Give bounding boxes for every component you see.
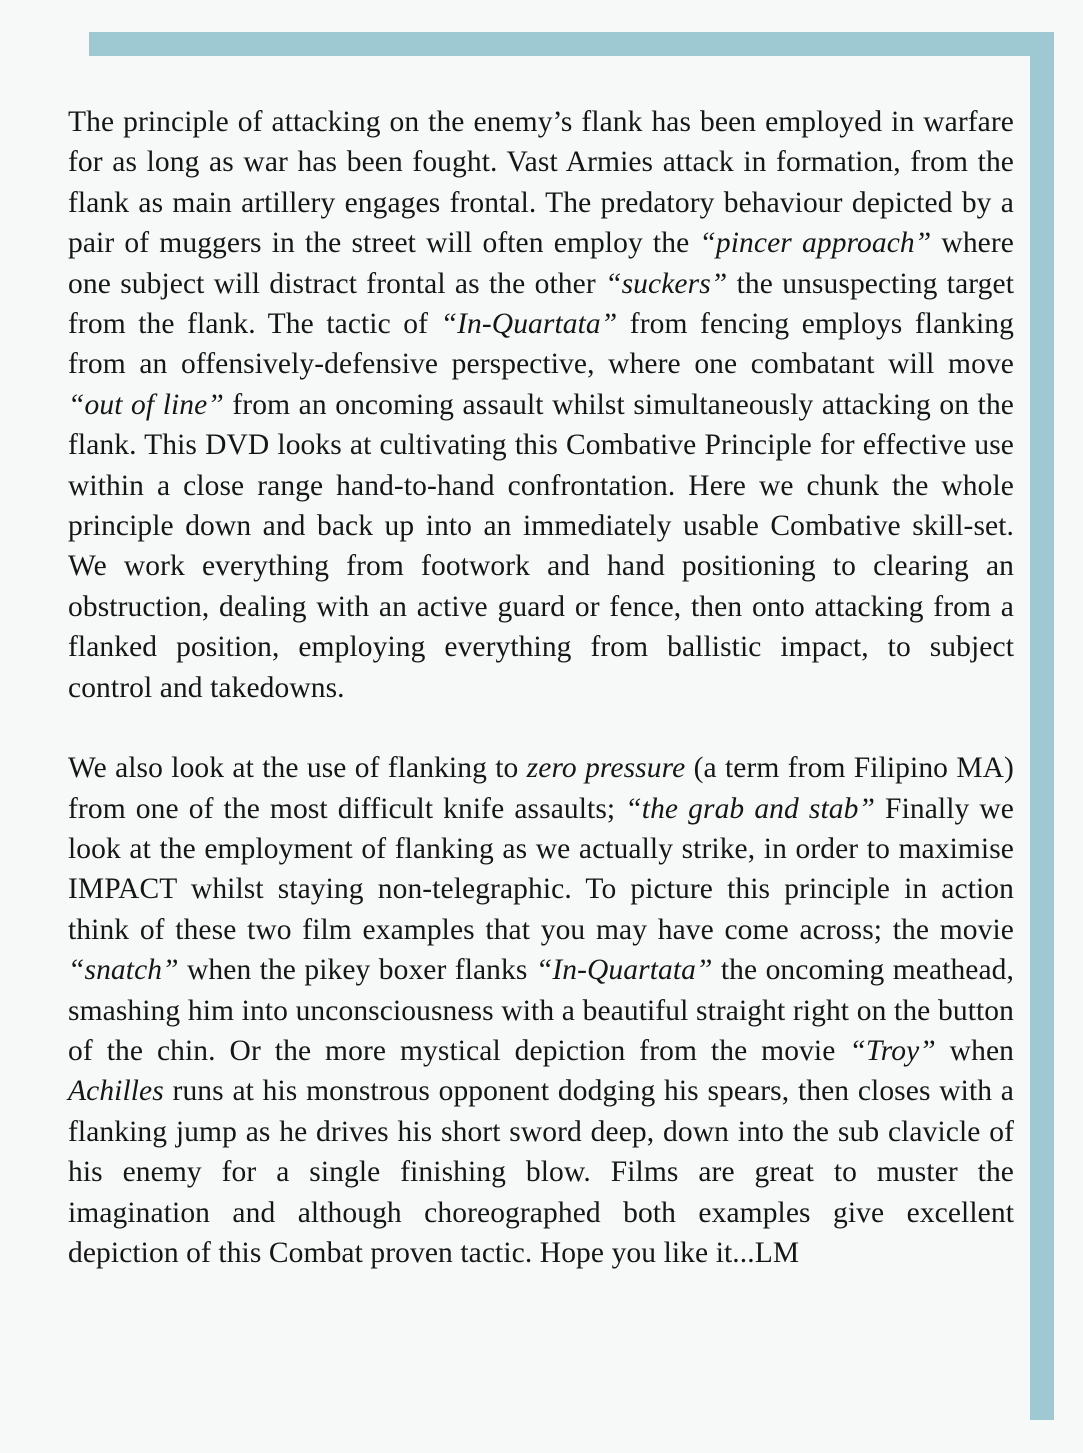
p2-snatch: “snatch” (68, 954, 179, 987)
p1-in-quartata: “In-Quartata” (440, 308, 618, 341)
paragraph-2 (68, 748, 1014, 1273)
paragraph-1 (68, 102, 1014, 708)
p2-text-4: when the pikey boxer flanks (178, 954, 536, 987)
p2-troy: “Troy” (849, 1034, 936, 1067)
p1-out-of-line: “out of line” (68, 388, 224, 421)
body-text (68, 102, 1014, 1273)
p1-text-1: The principle of attacking on the enemy’s flank has been employed in warfare for as long as war has been fought. Vast Armies attack in formation, from the flank as main artillery engages frontal. The predatory behaviour depicted by a pair of muggers in the street will often employ the (68, 106, 1014, 260)
frame-top-border (89, 32, 1054, 56)
p2-zero-pressure: zero pressure (526, 752, 686, 785)
p1-text-5: from an oncoming assault whilst simultaneously attacking on the flank. This DVD looks at cultivating this Combative Principle for effective use within a close range hand-to-hand confrontation. Here we chunk the whole principle down and back up into an immediately usable Combative skill-set. We work everything from footwork and hand positioning to clearing an obstruction, dealing with an active guard or fence, then onto attacking from a flanked position, employing everything from ballistic impact, to subject control and takedowns. (68, 388, 1014, 704)
p2-in-quartata: “In-Quartata” (535, 954, 713, 987)
p1-text-3: the unsuspecting target from the flank. The tactic of (68, 267, 1014, 341)
p1-pincer-approach: “pincer approach” (699, 227, 932, 260)
p2-text-2: (a term from Filipino MA) from one of the most difficult knife assaults; (68, 752, 1014, 825)
p1-suckers: “suckers” (605, 267, 728, 300)
p2-grab-and-stab: “the grab and stab” (625, 792, 876, 825)
p1-text-4: from fencing employs flanking from an offensively-defensive perspective, where one combatant will move (68, 308, 1014, 381)
p2-text-7: runs at his monstrous opponent dodging his spears, then closes with a flanking jump as he drives his short sword deep, down into the sub clavicle of his enemy for a single finishing blow. Films are great to muster the imagination and although choreographed both examples give excellent depiction of this Combat proven tactic. Hope you like it...LM (68, 1075, 1014, 1269)
frame-right-border (1030, 32, 1054, 1420)
p1-text-2: where one subject will distract frontal as the other (68, 227, 1014, 300)
p2-text-6: when (935, 1034, 1014, 1067)
p2-text-1: We also look at the use of flanking to (68, 752, 527, 785)
p2-text-3: Finally we look at the employment of flanking as we actually strike, in order to maximise IMPACT whilst staying non-telegraphic. To picture this principle in action think of these two film examples that you may have come across; the movie (68, 792, 1014, 946)
p2-text-5: the oncoming meathead, smashing him into unconsciousness with a beautiful straight right on the button of the chin. Or the more mystical depiction from the movie (68, 954, 1015, 1067)
p2-achilles: Achilles (68, 1075, 164, 1108)
